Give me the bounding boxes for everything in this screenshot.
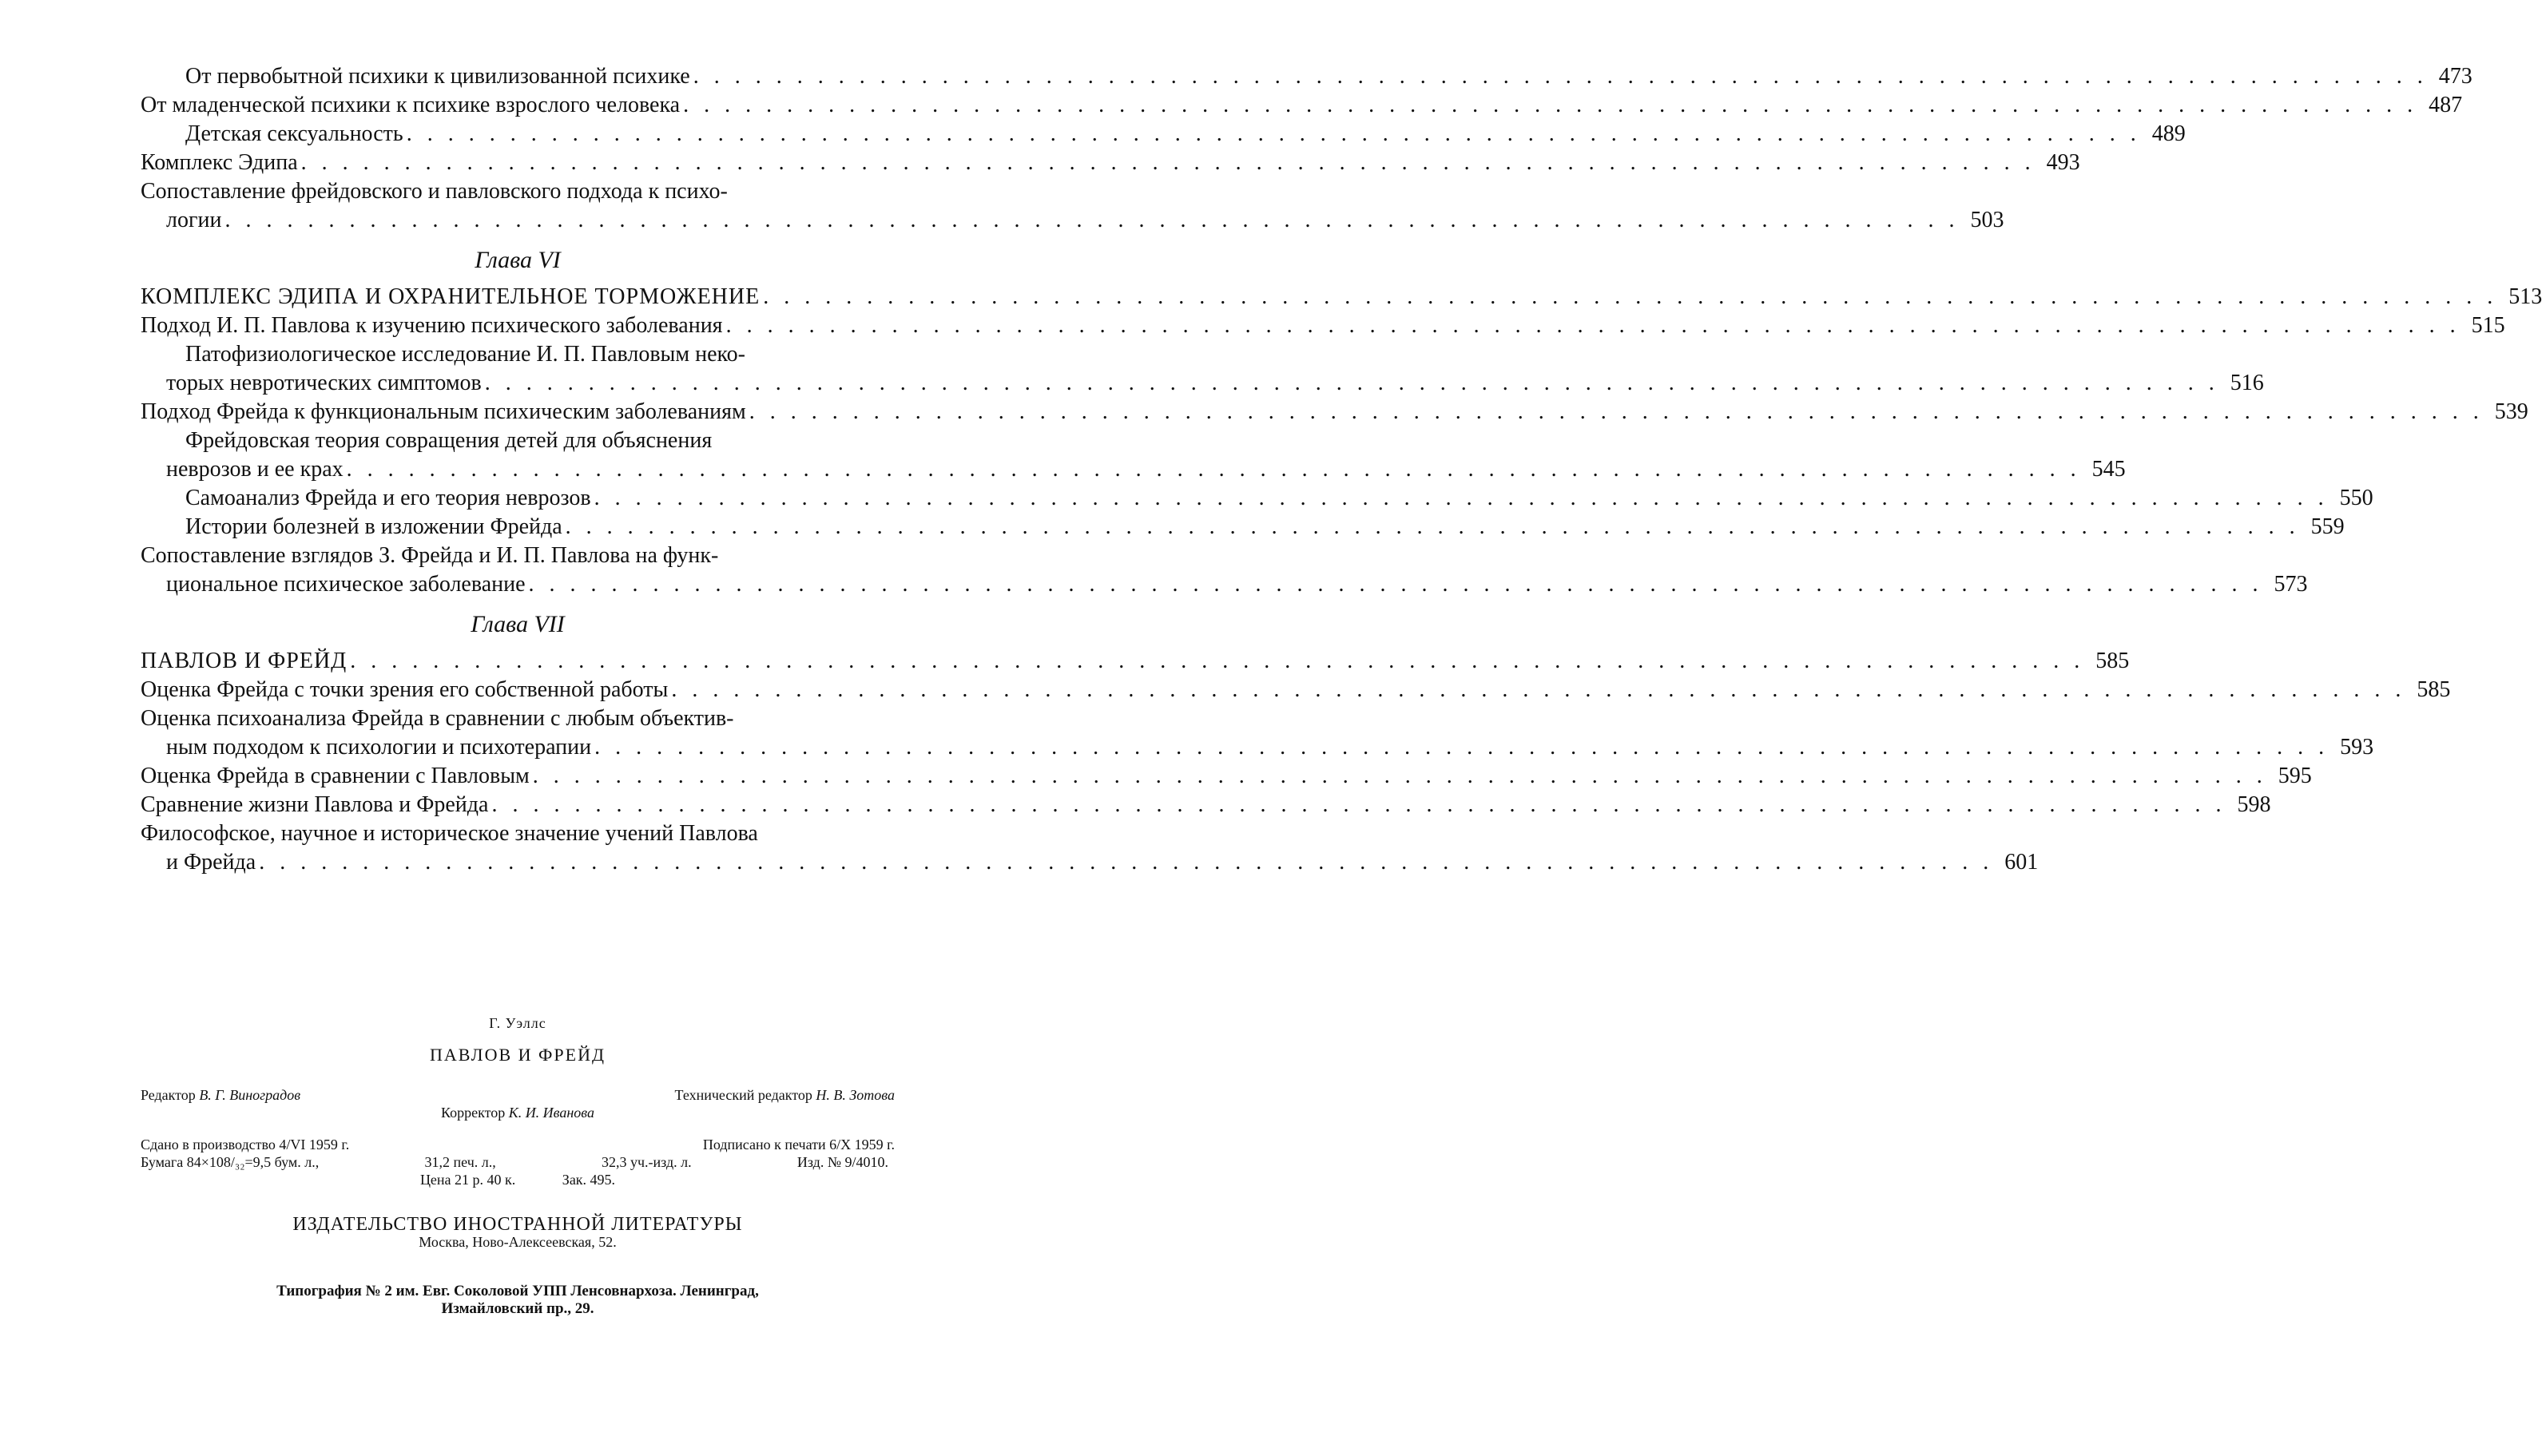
toc-entry-page: 559 (2310, 514, 2345, 539)
toc-entry (141, 484, 2373, 513)
toc-entry-page: 489 (2151, 121, 2186, 146)
chapter-7-title-entry (141, 647, 2130, 676)
chapter-6-title-entry (141, 283, 2542, 311)
toc-entry-text: Сопоставление взглядов З. Фрейда и И. П. Павлова на функ- (141, 543, 719, 568)
toc-entry-page: 539 (2494, 399, 2528, 424)
toc-entry (141, 340, 2264, 398)
toc-entry (141, 513, 2345, 542)
chapter-7-entries (141, 676, 2451, 877)
toc-entry-text-cont: циональное психическое заболевание (166, 572, 526, 597)
toc-entry (141, 311, 2505, 340)
toc-entry-page: 516 (2230, 371, 2264, 395)
toc-entry (141, 120, 2186, 149)
toc-entry-text: Оценка психоанализа Фрейда в сравнении с любым объектив- (141, 706, 734, 731)
paper-format: Бумага 84×108/₃₂=9,5 бум. л., (141, 1154, 320, 1170)
imprint-dates-row (141, 1136, 895, 1153)
toc-entry-text-cont: логии (166, 208, 222, 232)
print-sheets: 31,2 печ. л., (424, 1154, 496, 1170)
toc-entry-text: От младенческой психики к психике взрослого человека (141, 93, 681, 117)
imprint-corrector-row (141, 1104, 895, 1121)
toc-entry-page: 545 (2091, 457, 2126, 482)
toc-entry-text: Оценка Фрейда в сравнении с Павловым (141, 764, 530, 788)
toc-part1-list (141, 62, 2472, 235)
toc-entry (141, 149, 2080, 177)
publisher-address: Москва, Ново-Алексеевская, 52. (419, 1234, 617, 1250)
toc-entry-page: 595 (2278, 764, 2312, 788)
typography-line-1: Типография № 2 им. Евг. Соколовой УПП Ленсовнархоза. Ленинград, (276, 1283, 759, 1299)
toc-entry-text: Сопоставление фрейдовского и павловского подхода к психо- (141, 179, 728, 204)
tech-editor-label: Технический редактор (674, 1087, 812, 1103)
toc-entry-page: 585 (2417, 677, 2451, 702)
corrector-name: К. И. Иванова (508, 1105, 594, 1121)
corrector-label: Корректор (440, 1105, 506, 1121)
toc-entry (141, 91, 2463, 120)
publishing-sheets: 32,3 уч.-изд. л. (602, 1154, 692, 1170)
toc-entry-text: Самоанализ Фрейда и его теория неврозов (185, 486, 591, 510)
toc-entry-text: Подход Фрейда к функциональным психическим заболеваниям (141, 399, 746, 424)
toc-entry-text: Подход И. П. Павлова к изучению психического заболевания (141, 313, 723, 338)
toc-entry-page: 473 (2438, 64, 2472, 89)
chapter-6-entries (141, 311, 2528, 599)
toc-entry-page: 493 (2046, 150, 2080, 175)
toc-entry-page: 487 (2429, 93, 2463, 117)
chapter-7-title: ПАВЛОВ И ФРЕЙД (141, 649, 348, 673)
toc-entry-text: Философское, научное и историческое значение учений Павлова (141, 821, 758, 846)
price: Цена 21 р. 40 к. (419, 1172, 516, 1188)
editor-name: В. Г. Виноградов (199, 1087, 301, 1103)
imprint-block (141, 1014, 895, 1318)
tech-editor-name: Н. В. Зотова (816, 1087, 895, 1103)
chapter-7-title-page: 585 (2095, 649, 2130, 673)
order-number: Зак. 495. (562, 1172, 616, 1188)
imprint-editors-row (141, 1086, 895, 1104)
toc-entry-text-cont: неврозов и ее крах (166, 457, 344, 482)
editor-label: Редактор (141, 1087, 196, 1103)
chapter-6-heading: Глава VI (475, 247, 561, 273)
chapter-7-heading: Глава VII (471, 611, 565, 637)
toc-entry (141, 426, 2126, 484)
toc-entry (141, 62, 2472, 91)
publisher-name: ИЗДАТЕЛЬСТВО ИНОСТРАННОЙ ЛИТЕРАТУРЫ (292, 1214, 743, 1235)
imprint-author: Г. Уэллс (489, 1015, 546, 1031)
signed-for-print: Подписано к печати 6/X 1959 г. (702, 1137, 895, 1153)
toc-entry-text-cont: ным подходом к психологии и психотерапии (166, 735, 592, 760)
toc-entry (141, 762, 2312, 791)
toc-entry-text: От первобытной психики к цивилизованной психике (185, 64, 690, 89)
toc-entry-text-cont: торых невротических симптомов (166, 371, 482, 395)
toc-entry-text: Фрейдовская теория совращения детей для объяснения (185, 428, 713, 453)
toc-entry-text-cont: и Фрейда (166, 850, 256, 875)
toc-entry (141, 676, 2451, 704)
toc-entry-page: 573 (2274, 572, 2308, 597)
chapter-6-title: КОМПЛЕКС ЭДИПА И ОХРАНИТЕЛЬНОЕ ТОРМОЖЕНИЕ (141, 284, 761, 309)
toc-entry-text: Комплекс Эдипа (141, 150, 298, 175)
izd-number: Изд. № 9/4010. (796, 1154, 888, 1170)
toc-entry-page: 503 (1970, 208, 2004, 232)
toc-entry-page: 593 (2340, 735, 2374, 760)
toc-entry (141, 819, 2039, 877)
toc-entry (141, 791, 2271, 819)
toc-entry (141, 704, 2374, 762)
chapter-6-title-page: 513 (2508, 284, 2542, 309)
toc-entry-page: 598 (2237, 792, 2271, 817)
typography-line-2: Измайловский пр., 29. (441, 1300, 594, 1317)
toc-entry-page: 515 (2471, 313, 2505, 338)
toc-entry-text: Сравнение жизни Павлова и Фрейда (141, 792, 489, 817)
imprint-title: ПАВЛОВ И ФРЕЙД (430, 1045, 606, 1065)
toc-entry (141, 177, 2004, 235)
toc-entry (141, 398, 2528, 426)
toc-entry-page: 550 (2339, 486, 2373, 510)
toc-entry-text: Патофизиологическое исследование И. П. Павловым неко- (185, 342, 745, 367)
toc-entry-page: 601 (2004, 850, 2039, 875)
table-of-contents (141, 62, 2542, 877)
imprint-paper-row (141, 1153, 895, 1171)
sent-to-production: Сдано в производство 4/VI 1959 г. (141, 1137, 350, 1153)
toc-entry-text: Истории болезней в изложении Фрейда (185, 514, 562, 539)
imprint-price-row (141, 1171, 895, 1188)
toc-entry-text: Детская сексуальность (185, 121, 403, 146)
toc-entry (141, 542, 2308, 599)
toc-entry-text: Оценка Фрейда с точки зрения его собственной работы (141, 677, 669, 702)
